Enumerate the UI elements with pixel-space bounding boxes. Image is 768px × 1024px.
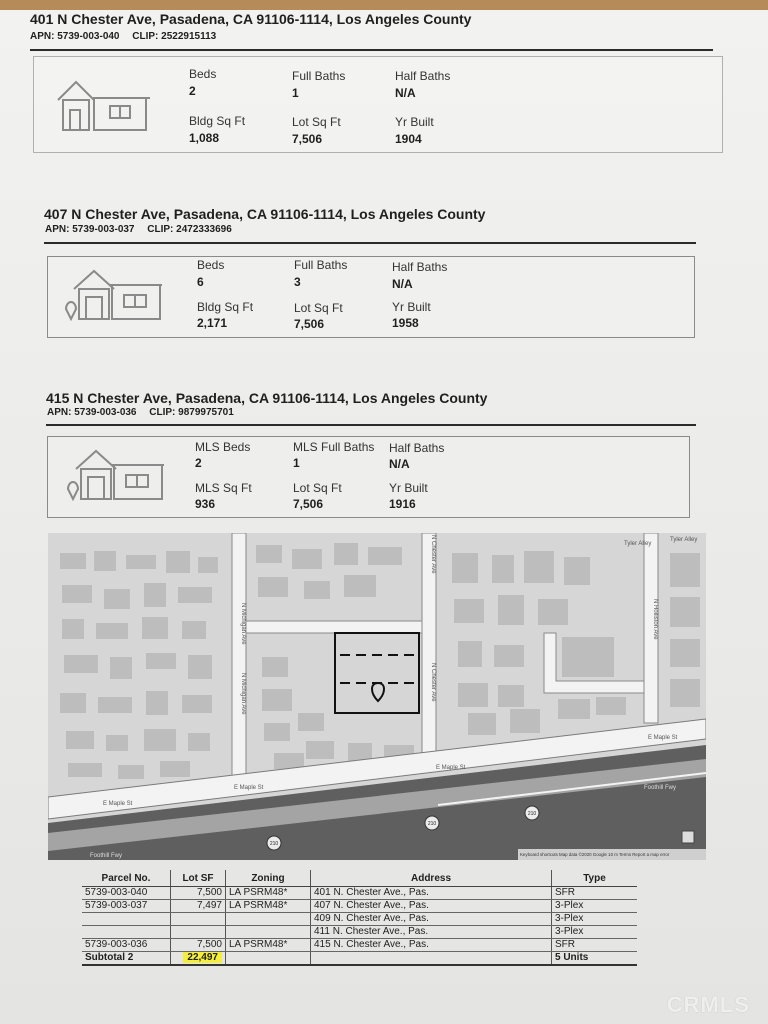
cell-type: 3-Plex xyxy=(552,900,638,913)
field-value: 3 xyxy=(294,275,301,289)
field-value: N/A xyxy=(392,277,413,291)
field-label: Beds xyxy=(197,258,225,272)
field-label: Yr Built xyxy=(392,300,431,314)
field-value: 2 xyxy=(189,84,196,98)
field-value: N/A xyxy=(395,86,416,100)
field-value: 936 xyxy=(195,497,216,511)
clip: CLIP: 9879975701 xyxy=(149,407,234,418)
map-canvas xyxy=(48,533,706,860)
cell-parcel: 5739-003-036 xyxy=(82,939,171,952)
field-value: 1 xyxy=(292,86,299,100)
subtotal-label: Subtotal 2 xyxy=(82,952,171,966)
table-row xyxy=(82,939,637,952)
cell-parcel: 5739-003-040 xyxy=(82,887,171,900)
apn: APN: 5739-003-040 xyxy=(30,31,120,42)
cell-type: SFR xyxy=(552,939,638,952)
cell-zoning: LA PSRM48* xyxy=(226,939,311,952)
property-ids xyxy=(30,31,226,42)
property-card xyxy=(47,256,695,338)
field-label: Half Baths xyxy=(389,441,445,455)
street-label: Tyler Alley xyxy=(670,537,698,543)
house-icon xyxy=(54,72,154,134)
col-header-lot: Lot SF xyxy=(171,870,226,887)
house-icon xyxy=(64,447,164,503)
field-value: 1,088 xyxy=(189,131,220,145)
field-label: Beds xyxy=(189,67,217,81)
field-value: 7,506 xyxy=(292,132,323,146)
field-value: 2,171 xyxy=(197,316,228,330)
field-label: Bldg Sq Ft xyxy=(189,114,246,128)
clip: CLIP: 2522915113 xyxy=(132,31,217,42)
field-label: Half Baths xyxy=(392,260,448,274)
property-address: 401 N Chester Ave, Pasadena, CA 91106-1114, Los Angeles County xyxy=(30,11,472,27)
col-header-zoning: Zoning xyxy=(226,870,311,887)
field-label: MLS Beds xyxy=(195,440,251,454)
cell-lot xyxy=(171,926,226,939)
field-value: 1904 xyxy=(395,132,422,146)
cell-zoning xyxy=(226,913,311,926)
cell-address: 407 N. Chester Ave., Pas. xyxy=(311,900,552,913)
property-card xyxy=(33,56,723,153)
street-label: E Maple St xyxy=(234,785,264,791)
cell-parcel: 5739-003-037 xyxy=(82,900,171,913)
field-label: Bldg Sq Ft xyxy=(197,300,254,314)
col-header-parcel: Parcel No. xyxy=(82,870,171,887)
cell-zoning: LA PSRM48* xyxy=(226,900,311,913)
apn: APN: 5739-003-037 xyxy=(45,224,135,235)
street-label: N Holliston Ave xyxy=(652,599,658,640)
watermark-logo: CRMLS xyxy=(666,992,750,1017)
table-edge xyxy=(0,0,768,10)
cell-parcel xyxy=(82,913,171,926)
field-value: N/A xyxy=(389,457,410,471)
field-label: Yr Built xyxy=(395,115,434,129)
field-label: Full Baths xyxy=(292,69,346,83)
field-value: 7,506 xyxy=(294,317,325,331)
table-row xyxy=(82,887,637,900)
michigan-ave xyxy=(232,533,246,793)
property-address: 407 N Chester Ave, Pasadena, CA 91106-1114, Los Angeles County xyxy=(44,206,486,222)
field-value: 6 xyxy=(197,275,204,289)
property-ids xyxy=(47,407,244,418)
shield-label: 210 xyxy=(269,841,279,847)
cell-lot: 7,500 xyxy=(171,939,226,952)
street-label: N Chester Ave xyxy=(430,663,436,702)
divider xyxy=(46,424,696,426)
field-label: MLS Sq Ft xyxy=(195,481,252,495)
shield-label: 210 xyxy=(427,821,437,827)
street-label: E Maple St xyxy=(436,765,466,771)
street-label: E Maple St xyxy=(103,801,133,807)
street-label: Foothill Fwy xyxy=(644,785,677,791)
cell-type: SFR xyxy=(552,887,638,900)
col-header-address: Address xyxy=(311,870,552,887)
parcel-table xyxy=(82,870,637,988)
divider xyxy=(30,49,713,51)
apn: APN: 5739-003-036 xyxy=(47,407,137,418)
street-label: N Michigan Ave xyxy=(240,603,246,645)
table-header-row xyxy=(82,870,637,887)
field-value: 1 xyxy=(293,456,300,470)
cell-parcel xyxy=(82,926,171,939)
field-label: Lot Sq Ft xyxy=(292,115,341,129)
table-row xyxy=(82,926,637,939)
street-label: N Chester Ave xyxy=(430,535,436,574)
map-footer: Keyboard shortcuts Map data ©2020 Google 10 m Terms Report a map error xyxy=(520,852,670,857)
cell-zoning: LA PSRM48* xyxy=(226,887,311,900)
house-icon xyxy=(62,267,162,323)
subtotal-type: 5 Units xyxy=(552,952,638,966)
field-label: Lot Sq Ft xyxy=(294,301,343,315)
cell-zoning xyxy=(226,926,311,939)
street-label: Tyler Alley xyxy=(624,541,652,547)
parcel-map xyxy=(48,533,706,860)
table-row xyxy=(82,900,637,913)
clip: CLIP: 2472333696 xyxy=(147,224,232,235)
col-header-type: Type xyxy=(552,870,638,887)
cell-address: 409 N. Chester Ave., Pas. xyxy=(311,913,552,926)
street-label: E Maple St xyxy=(648,735,678,741)
cell-address: 401 N. Chester Ave., Pas. xyxy=(311,887,552,900)
cell-lot: 7,497 xyxy=(171,900,226,913)
subtotal-row xyxy=(82,952,637,966)
cell-type: 3-Plex xyxy=(552,926,638,939)
field-label: Full Baths xyxy=(294,258,348,272)
field-label: Lot Sq Ft xyxy=(293,481,342,495)
field-label: Half Baths xyxy=(395,69,451,83)
cell-address: 415 N. Chester Ave., Pas. xyxy=(311,939,552,952)
divider xyxy=(44,242,696,244)
cell-lot: 7,500 xyxy=(171,887,226,900)
field-label: Yr Built xyxy=(389,481,428,495)
property-ids xyxy=(45,224,242,235)
property-address: 415 N Chester Ave, Pasadena, CA 91106-1114, Los Angeles County xyxy=(46,390,488,406)
cell-type: 3-Plex xyxy=(552,913,638,926)
field-label: MLS Full Baths xyxy=(293,440,375,454)
table-row xyxy=(82,913,637,926)
field-value: 7,506 xyxy=(293,497,324,511)
field-value: 2 xyxy=(195,456,202,470)
street-label: Foothill Fwy xyxy=(90,853,123,859)
street-label: N Michigan Ave xyxy=(240,673,246,715)
subtotal-lot: 22,497 xyxy=(183,952,222,963)
cell-address: 411 N. Chester Ave., Pas. xyxy=(311,926,552,939)
shield-label: 210 xyxy=(527,811,537,817)
field-value: 1958 xyxy=(392,316,419,330)
field-value: 1916 xyxy=(389,497,416,511)
pegman-icon xyxy=(682,831,694,843)
alley xyxy=(246,621,422,633)
cell-lot xyxy=(171,913,226,926)
